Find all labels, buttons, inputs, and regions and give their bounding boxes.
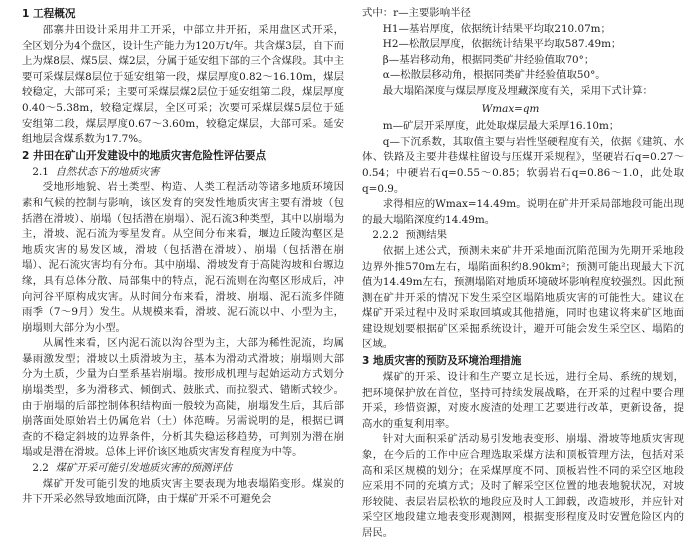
- left-column: [22, 6, 344, 508]
- formula-legend-h2: H2—松散层厚度，依据统计结果平均取587.49m；: [382, 38, 622, 51]
- subsection-2-2-paragraph: 煤矿开发可能引发的地质灾害主要表现为地表塌陷变形。煤炭的井下开采必然导致地面沉降，由于煤矿开采不可避免会: [22, 477, 344, 506]
- right-column: [362, 6, 684, 542]
- result-paragraph: 求得相应的Wmax=14.49m。说明在矿井开采局部地段可能出现的最大塌陷深度约14.49m。: [362, 198, 684, 226]
- section-1-heading: 1 工程概况: [22, 8, 76, 20]
- max-depth-intro: 最大塌陷深度与煤层厚度及埋藏深度有关，采用下式计算：: [382, 84, 653, 97]
- subsection-2-2-number: 2.2: [32, 462, 49, 475]
- subsection-2-1-heading: [22, 165, 344, 181]
- formula-legend-alpha: α—松散层移动角，根据同类矿井经验值取50°。: [382, 69, 606, 82]
- subsection-2-1-paragraph-1: 受地形地貌、岩土类型、构造、人类工程活动等诸多地质环境因素和气候的控制与影响，该区发育的突发性地质灾害主要有滑坡（包括潜在滑坡）、崩塌（包括潜在崩塌）、泥石流3种类型，其中以崩塌为主，滑坡、泥石流为零星发育。从空间分布来看，堰边丘陵沟壑区是地质灾害的易发区域，滑坡（包括潜在滑坡）、崩塌（包括潜在崩塌）、泥石流灾害均有分布。其中崩塌、滑坡发育于高陡沟坡和台塬边缘，具有总体分散、局部集中的特点，泥石流则在沟壑区形成后，冲向河谷平原构成灾害。从时间分布来看，滑坡、崩塌、泥石流多伴随雨季（7～9月）发生。从规模来看，滑坡、泥石流以中、小型为主，崩塌则大部分为小型。: [22, 181, 344, 334]
- prediction-result-paragraph: 依据上述公式，预测未来矿井开采地面沉陷范围为先期开采地段边界外推570m左右，塌陷面积约8.90km²；预测可能出现最大下沉值为14.49m左右，预测塌陷对地质环境破坏影响程度较强烈。因此预测在矿井开采的情况下发生采空区塌陷地质灾害的可能性大。建议在煤矿开采过程中及时采取回填或其他措施，同时也建议将来矿区地面建设规划要根据矿区采掘系统设计，避开可能会发生采空区、塌陷的区域。: [362, 244, 684, 351]
- section-1-paragraph: 邵寨井田设计采用井工开采，中部立井开拓，采用盘区式开采，全区划分为4个盘区，设计生产能力为120万t/年。共含煤3层，自下而上为煤8层、煤5层、煤2层，分属于延安组下部的三个含煤段。其中主要可采煤层煤8层位于延安组第一段，煤层厚度0.82～16.10m，煤层较稳定，大部可采；主要可采煤层煤2层位于延安组第二段，煤层厚度0.40～5.38m，较稳定煤层，全区可采；次要可采煤层煤5层位于延安组第二段，煤层厚度0.67～3.60m，较稳定煤层，大部可采。延安组地层含煤系数为17.7%。: [22, 24, 344, 146]
- subsection-2-1-title: 自然状态下的地质灾害: [55, 165, 160, 178]
- formula-legend-h1: H1—基岩厚度，依据统计结果平均取210.07m；: [382, 22, 611, 35]
- formula-legend-beta: β—基岩移动角，根据同类矿井经验值取70°；: [382, 53, 595, 66]
- subsection-2-2-2-heading: [362, 228, 684, 244]
- formula-legend-r: 式中：r—主要影响半径: [362, 7, 471, 19]
- subsection-2-2-heading: [22, 461, 344, 477]
- section-3-paragraph-2: 针对大面积采矿活动易引发地表变形、崩塌、滑坡等地质灾害现象，在今后的工作中应合理选取采煤方法和顶板管理方法，包括对采高和采区规模的划分；在采煤厚度不同、顶板岩性不同的采空区地段应采用不同的充填方式；及时了解采空区位置的地表地貌状况，对坡形较陡、表层岩层松软的地段应及时人工卸载，改造坡形，并应针对采空区地段建立地表变形观测网，根据变形程度及时安置危险区内的居民。: [362, 433, 684, 539]
- section-2-heading: 2 井田在矿山开发建设中的地质灾害危险性评估要点: [22, 149, 267, 162]
- subsidence-coefficient-paragraph: q—下沉系数，其取值主要与岩性坚硬程度有关，依据《建筑、水体、铁路及主要井巷煤柱留设与压煤开采规程》，坚硬岩石q=0.27～0.54；中硬岩石q=0.55～0.85；软弱岩石q=0.86～1.0，此处取q=0.9。: [362, 135, 684, 195]
- subsection-2-2-2-title: 预测结果: [405, 229, 448, 242]
- formula-legend-m: m—矿层开采厚度，此处取煤层最大采厚16.10m；: [382, 120, 620, 133]
- subsection-2-2-title: 煤矿开采可能引发地质灾害的预测评估: [55, 462, 233, 475]
- subsection-2-1-number: 2.1: [32, 165, 49, 178]
- section-3-heading: 3 地质灾害的预防及环境治理措施: [362, 355, 522, 368]
- section-3-paragraph-1: 煤矿的开采、设计和生产要立足长远，进行全局、系统的规划，把环境保护放在首位，坚持可持续发展战略，在开采的过程中要合理开采，珍惜资源，对废水废渣的处理工艺要进行改革，更新设备，提高水的重复利用率。: [362, 371, 684, 430]
- formula-wmax: Wmax=qm: [481, 102, 540, 115]
- subsection-2-1-paragraph-2: 从属性来看，区内泥石流以沟谷型为主，大部为稀性泥流，均属暴雨激发型；滑坡以土质滑坡为主，基本为滑动式滑坡；崩塌则大部分为土质，少量为白垩系基岩崩塌。按形成机理与起始运动方式划分崩塌类型，多为滑移式、倾倒式、鼓胀式、而拉裂式、错断式较少。由于崩塌的后部控制体积结构面一般较为高陡，崩塌发生后，其后部崩落面处原始岩土仍属危岩（土）体范畴。另需说明的是，根据已调查的不稳定斜坡的边界条件，分析其失稳运移趋势，可判别为潜在崩塌或是潜在滑坡。总体上评价该区地质灾害发育程度为中等。: [22, 337, 344, 459]
- subsection-2-2-2-number: 2.2.2: [372, 229, 399, 242]
